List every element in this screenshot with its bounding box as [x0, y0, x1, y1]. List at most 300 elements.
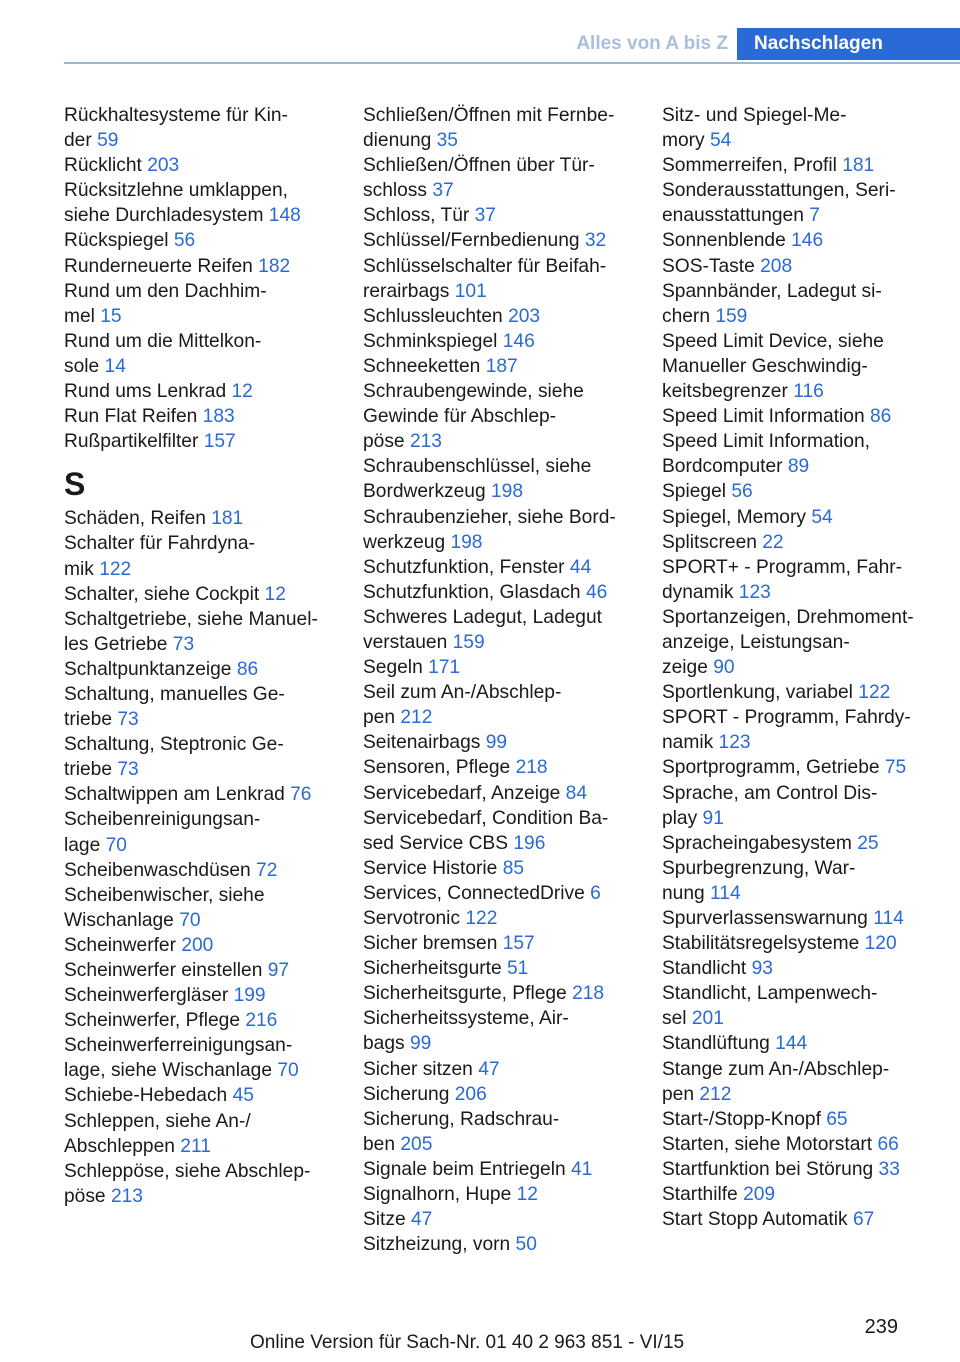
index-entry [662, 1182, 960, 1207]
entry-term: SOS-Taste [662, 255, 755, 277]
index-entry [64, 707, 354, 732]
entry-term: Schaltwippen am Lenkrad [64, 784, 285, 806]
entry-term: sed Service CBS [363, 832, 509, 854]
page-link[interactable]: 205 [400, 1133, 433, 1155]
index-entry [363, 781, 653, 806]
page-link[interactable]: 208 [760, 255, 793, 277]
index-entry [662, 304, 960, 329]
entry-term: play [662, 807, 698, 829]
page-link[interactable]: 7 [809, 205, 820, 227]
index-entry [662, 956, 960, 981]
entry-term: dynamik [662, 581, 734, 603]
page-link[interactable]: 33 [878, 1158, 900, 1180]
index-entry [662, 705, 960, 730]
index-entry [662, 931, 960, 956]
page-link[interactable]: 99 [409, 1033, 432, 1055]
index-entry [662, 530, 960, 555]
index-entry [363, 454, 653, 479]
page-link[interactable]: 122 [465, 908, 498, 929]
entry-term: Schraubenzieher, siehe Bord- [363, 506, 616, 528]
index-entry [363, 555, 653, 580]
page-link[interactable]: 157 [203, 431, 236, 453]
page-link[interactable]: 90 [713, 657, 735, 679]
page-link[interactable]: 76 [290, 784, 312, 806]
page-link[interactable]: 73 [117, 759, 139, 781]
page-link[interactable]: 14 [104, 355, 126, 377]
entry-term: Schraubengewinde, siehe [363, 381, 584, 403]
entry-term: Standlicht, Lampenwech- [662, 983, 878, 1005]
page-link[interactable]: 73 [172, 633, 195, 655]
entry-term: Schutzfunktion, Glasdach [363, 581, 581, 603]
index-entry [662, 906, 960, 931]
entry-term: zeige [662, 657, 708, 679]
entry-term: Startfunktion bei Störung [662, 1158, 874, 1180]
entry-term: Schäden, Reifen [64, 508, 206, 530]
index-entry [363, 1182, 653, 1207]
index-entry [662, 203, 960, 228]
page-link[interactable]: 67 [852, 1209, 875, 1231]
entry-term: sole [64, 355, 100, 377]
entry-term: Schneeketten [363, 355, 481, 377]
page-link[interactable]: 123 [738, 581, 771, 603]
entry-term: Sitzheizung, vorn [363, 1234, 511, 1256]
page-link[interactable]: 218 [572, 983, 605, 1005]
page-link[interactable]: 203 [508, 305, 541, 327]
page-link[interactable]: 99 [485, 732, 508, 754]
page-link[interactable]: 89 [787, 456, 810, 478]
index-entry [662, 429, 960, 454]
page-link[interactable]: 37 [474, 205, 496, 227]
page-link[interactable]: 206 [454, 1083, 487, 1105]
page-link[interactable]: 45 [232, 1085, 254, 1107]
index-entry [363, 981, 653, 1006]
index-entry [662, 279, 960, 304]
page-link[interactable]: 41 [571, 1158, 593, 1180]
entry-term: Rund um den Dachhim- [64, 280, 267, 302]
page-link[interactable]: 120 [864, 933, 897, 955]
entry-term: Rund um die Mittelkon- [64, 330, 262, 352]
index-entry [662, 1132, 960, 1157]
index-entry [363, 580, 653, 605]
entry-term: Standlicht [662, 958, 747, 980]
page-link[interactable]: 50 [515, 1234, 537, 1256]
page-link[interactable]: 47 [411, 1209, 433, 1231]
index-entry [363, 479, 653, 504]
page-link[interactable]: 75 [884, 757, 907, 779]
page-link[interactable]: 54 [811, 506, 833, 528]
entry-term: Schalter für Fahrdyna- [64, 533, 255, 555]
page-link[interactable]: 187 [485, 355, 518, 377]
entry-term: sel [662, 1008, 687, 1030]
entry-term: Sportanzeigen, Drehmoment- [662, 606, 914, 628]
page-link[interactable]: 70 [277, 1060, 299, 1082]
index-entry [662, 630, 960, 655]
index-entry [363, 906, 653, 931]
entry-term: Scheibenreinigungsan- [64, 809, 261, 831]
entry-term: Abschleppen [64, 1135, 175, 1157]
entry-term: Speed Limit Device, siehe [662, 330, 884, 352]
index-entry [64, 858, 354, 883]
entry-term: Spannbänder, Ladegut si- [662, 280, 882, 302]
page-link[interactable]: 114 [873, 908, 904, 929]
index-entry [64, 1058, 354, 1083]
entry-term: triebe [64, 759, 112, 781]
index-entry [662, 505, 960, 530]
entry-term: Speed Limit Information [662, 406, 865, 428]
index-entry [363, 605, 653, 630]
index-entry [662, 1107, 960, 1132]
index-entry [363, 279, 653, 304]
entry-term: Schalter, siehe Cockpit [64, 583, 260, 605]
index-column-3 [662, 103, 960, 1232]
entry-term: Sportprogramm, Getriebe [662, 757, 880, 779]
page-link[interactable]: 114 [710, 882, 741, 904]
entry-term: pen [363, 707, 396, 729]
page-link[interactable]: 59 [97, 130, 119, 152]
index-entry [662, 655, 960, 680]
index-entry [64, 329, 354, 354]
entry-term: ben [363, 1133, 396, 1155]
index-entry [363, 379, 653, 404]
page-link[interactable]: 54 [709, 130, 732, 152]
index-entry [64, 279, 354, 304]
entry-term: Stabilitätsregelsysteme [662, 933, 860, 955]
index-entry [64, 178, 354, 203]
index-entry [363, 630, 653, 655]
index-entry [64, 833, 354, 858]
entry-term: Seil zum An-/Abschlep- [363, 682, 562, 704]
index-entry [64, 506, 354, 531]
page-link[interactable]: 203 [147, 155, 180, 177]
entry-term: Signale beim Entriegeln [363, 1158, 566, 1180]
index-entry [64, 1033, 354, 1058]
page-link[interactable]: 66 [877, 1133, 899, 1155]
page-link[interactable]: 171 [428, 657, 461, 679]
index-entry [363, 931, 653, 956]
index-entry [64, 1134, 354, 1159]
page-link[interactable]: 212 [400, 707, 433, 729]
entry-term: Sicherheitsgurte [363, 958, 502, 980]
index-entry [64, 103, 354, 128]
page-link[interactable]: 101 [454, 280, 487, 302]
page-link[interactable]: 22 [762, 531, 784, 553]
index-column-1 [64, 103, 354, 1209]
index-entry [662, 831, 960, 856]
index-entry [363, 1057, 653, 1082]
index-entry [662, 1082, 960, 1107]
index-entry [64, 807, 354, 832]
index-entry [64, 1109, 354, 1134]
index-entry [363, 304, 653, 329]
entry-term: Runderneuerte Reifen [64, 255, 253, 277]
page-link[interactable]: 218 [515, 757, 548, 779]
index-entry [64, 958, 354, 983]
entry-term: Sicherung, Radschrau- [363, 1108, 560, 1130]
index-entry [662, 730, 960, 755]
page-link[interactable]: 181 [211, 508, 244, 530]
index-entry [662, 254, 960, 279]
entry-term: Schweres Ladegut, Ladegut [363, 606, 602, 628]
page-link[interactable]: 213 [409, 431, 442, 453]
entry-term: Standlüftung [662, 1033, 770, 1055]
index-entry [662, 755, 960, 780]
page-link[interactable]: 93 [751, 958, 773, 980]
index-entry [64, 354, 354, 379]
page-link[interactable]: 73 [117, 709, 139, 731]
index-entry [662, 128, 960, 153]
index-entry [662, 680, 960, 705]
index-entry [363, 956, 653, 981]
entry-term: Manueller Geschwindig- [662, 355, 868, 377]
index-entry [363, 178, 653, 203]
entry-term: Sonnenblende [662, 230, 786, 252]
page-link[interactable]: 198 [450, 531, 483, 553]
index-entry [64, 983, 354, 1008]
page-link[interactable]: 213 [110, 1185, 143, 1207]
header-rule [64, 62, 960, 64]
entry-term: Schaltgetriebe, siehe Manuel- [64, 608, 318, 630]
entry-term: Signalhorn, Hupe [363, 1184, 512, 1206]
page-link[interactable]: 196 [513, 832, 546, 854]
index-entry [662, 605, 960, 630]
index-entry [64, 304, 354, 329]
index-entry [64, 632, 354, 657]
index-entry [363, 1006, 653, 1031]
page-link[interactable]: 116 [793, 381, 824, 403]
index-entry [662, 1031, 960, 1056]
page-link[interactable]: 209 [743, 1184, 776, 1206]
page-link[interactable]: 181 [842, 155, 875, 177]
index-entry [64, 782, 354, 807]
index-entry [363, 730, 653, 755]
entry-term: Schraubenschlüssel, siehe [363, 456, 592, 478]
entry-term: Rücksitzlehne umklappen, [64, 180, 288, 202]
page-link[interactable]: 159 [715, 305, 748, 327]
entry-term: der [64, 130, 92, 152]
entry-term: Spiegel [662, 481, 727, 503]
index-entry [363, 806, 653, 831]
entry-term: Sensoren, Pflege [363, 757, 511, 779]
page-link[interactable]: 12 [264, 583, 286, 605]
index-entry [363, 1157, 653, 1182]
entry-term: pöse [64, 1185, 106, 1207]
entry-term: Rückhaltesysteme für Kin- [64, 105, 288, 126]
index-entry [64, 429, 354, 454]
entry-term: mory [662, 130, 705, 152]
page-link[interactable]: 70 [179, 909, 201, 931]
entry-term: Servotronic [363, 908, 461, 929]
entry-term: Schiebe-Hebedach [64, 1085, 228, 1107]
page-link[interactable]: 72 [256, 859, 278, 881]
entry-term: namik [662, 732, 714, 754]
page-link[interactable]: 6 [590, 882, 601, 904]
index-entry [662, 454, 960, 479]
index-entry [64, 607, 354, 632]
entry-term: Schutzfunktion, Fenster [363, 556, 565, 578]
page-link[interactable]: 144 [775, 1033, 808, 1055]
entry-term: lage [64, 834, 101, 856]
index-entry [64, 203, 354, 228]
page-link[interactable]: 122 [99, 558, 132, 580]
entry-term: Rund ums Lenkrad [64, 381, 227, 403]
page-link[interactable]: 148 [268, 205, 301, 227]
index-entry [662, 580, 960, 605]
breadcrumb[interactable]: Alles von A bis Z [576, 33, 728, 54]
entry-term: bags [363, 1033, 405, 1055]
index-entry [363, 655, 653, 680]
index-entry [363, 153, 653, 178]
index-entry [64, 757, 354, 782]
index-entry [363, 755, 653, 780]
index-entry [662, 153, 960, 178]
page-link[interactable]: 51 [507, 958, 529, 980]
index-entry [363, 505, 653, 530]
entry-term: Sicherheitsgurte, Pflege [363, 983, 567, 1005]
entry-term: Sommerreifen, Profil [662, 155, 837, 177]
index-entry [662, 103, 960, 128]
index-entry [662, 1006, 960, 1031]
page-link[interactable]: 157 [502, 933, 535, 955]
index-entry [363, 680, 653, 705]
entry-term: Start Stopp Automatik [662, 1209, 848, 1231]
page-link[interactable]: 12 [516, 1184, 538, 1206]
entry-term: Rücklicht [64, 155, 142, 177]
index-entry [662, 329, 960, 354]
index-entry [662, 806, 960, 831]
entry-term: Start-/Stopp-Knopf [662, 1108, 821, 1130]
entry-term: Sicher sitzen [363, 1058, 473, 1080]
index-entry [64, 582, 354, 607]
entry-term: Scheinwerfer [64, 934, 176, 956]
page-link[interactable]: 198 [491, 481, 524, 503]
footer-version: Online Version für Sach-Nr. 01 40 2 963 851 - VI/15 [250, 1332, 685, 1353]
entry-term: Services, ConnectedDrive [363, 882, 585, 904]
index-entry [363, 1207, 653, 1232]
entry-term: SPORT - Programm, Fahrdy- [662, 707, 911, 729]
entry-term: Splitscreen [662, 531, 757, 553]
entry-term: SPORT+ - Programm, Fahr- [662, 556, 903, 578]
page-link[interactable]: 15 [100, 305, 122, 327]
page-link[interactable]: 44 [569, 556, 592, 578]
page-link[interactable]: 47 [478, 1058, 500, 1080]
page-link[interactable]: 211 [180, 1135, 211, 1157]
page-link[interactable]: 212 [699, 1083, 732, 1105]
page-link[interactable]: 146 [502, 330, 535, 352]
index-entry [662, 354, 960, 379]
page-link[interactable]: 25 [857, 832, 879, 854]
entry-term: Servicebedarf, Condition Ba- [363, 807, 609, 829]
page-link[interactable]: 65 [826, 1108, 848, 1130]
index-entry [363, 1132, 653, 1157]
entry-term: Starten, siehe Motorstart [662, 1133, 873, 1155]
page-link[interactable]: 182 [258, 255, 291, 277]
entry-term: Schaltpunktanzeige [64, 658, 232, 680]
page-link[interactable]: 123 [718, 732, 751, 754]
page-link[interactable]: 146 [791, 230, 824, 252]
index-entry [64, 908, 354, 933]
entry-term: Sicher bremsen [363, 933, 498, 955]
entry-term: rerairbags [363, 280, 450, 302]
page-link[interactable]: 216 [245, 1010, 278, 1032]
index-entry [363, 856, 653, 881]
index-entry [64, 933, 354, 958]
entry-term: Spurverlassenswarnung [662, 908, 868, 929]
section-tab[interactable]: Nachschlagen [737, 28, 960, 60]
index-entry [363, 354, 653, 379]
entry-term: Scheinwerfer einstellen [64, 960, 263, 981]
index-entry [64, 1184, 354, 1209]
entry-term: Rückspiegel [64, 230, 169, 252]
entry-term: Schließen/Öffnen über Tür- [363, 155, 595, 177]
entry-term: Seitenairbags [363, 732, 481, 754]
page-link[interactable]: 56 [173, 230, 196, 252]
entry-term: Spracheingabesystem [662, 832, 852, 854]
entry-term: keitsbegrenzer [662, 381, 788, 403]
page-link[interactable]: 84 [565, 782, 588, 804]
page-link[interactable]: 91 [702, 807, 724, 829]
page-link[interactable]: 35 [436, 130, 458, 152]
page-number: 239 [864, 1316, 898, 1338]
page-link[interactable]: 85 [502, 857, 525, 879]
page-link[interactable]: 97 [267, 960, 290, 981]
entry-term: Gewinde für Abschlep- [363, 406, 557, 428]
entry-term: Servicebedarf, Anzeige [363, 782, 561, 804]
entry-term: Sicherung [363, 1083, 450, 1105]
page-link[interactable]: 70 [105, 834, 127, 856]
page-link[interactable]: 12 [231, 381, 253, 403]
entry-term: Bordwerkzeug [363, 481, 486, 503]
entry-term: Sprache, am Control Dis- [662, 782, 878, 804]
entry-term: Schleppen, siehe An-/ [64, 1110, 251, 1132]
index-entry [363, 831, 653, 856]
index-entry [64, 128, 354, 153]
entry-term: Sicherheitssysteme, Air- [363, 1008, 569, 1030]
page-link[interactable]: 37 [432, 180, 454, 202]
index-entry [64, 228, 354, 253]
index-entry [64, 1008, 354, 1033]
page-link[interactable]: 56 [731, 481, 753, 503]
index-entry [662, 404, 960, 429]
page-link[interactable]: 86 [869, 406, 892, 428]
page-link[interactable]: 199 [233, 985, 266, 1007]
entry-term: mel [64, 305, 95, 327]
page-link[interactable]: 122 [858, 682, 891, 704]
entry-term: Schloss, Tür [363, 205, 470, 227]
page-link[interactable]: 86 [236, 658, 259, 680]
page-link[interactable]: 200 [181, 934, 214, 956]
entry-term: Schaltung, Steptronic Ge- [64, 734, 284, 756]
page-link[interactable]: 46 [585, 581, 608, 603]
entry-term: Starthilfe [662, 1184, 738, 1206]
entry-term: mik [64, 558, 94, 580]
index-entry [662, 479, 960, 504]
entry-term: siehe Durchladesystem [64, 205, 264, 227]
index-entry [363, 228, 653, 253]
page-link[interactable]: 159 [452, 631, 485, 653]
index-entry [662, 781, 960, 806]
entry-term: verstauen [363, 631, 448, 653]
entry-term: pöse [363, 431, 405, 453]
entry-term: Scheinwerfer, Pflege [64, 1010, 240, 1032]
entry-term: Sitz- und Spiegel-Me- [662, 105, 847, 126]
index-column-2 [363, 103, 653, 1257]
entry-term: Schminkspiegel [363, 330, 498, 352]
page-link[interactable]: 183 [202, 406, 235, 428]
entry-term: Schließen/Öffnen mit Fernbe- [363, 105, 615, 126]
index-entry [363, 1232, 653, 1257]
page-link[interactable]: 201 [691, 1008, 724, 1030]
page-link[interactable]: 32 [584, 230, 607, 252]
